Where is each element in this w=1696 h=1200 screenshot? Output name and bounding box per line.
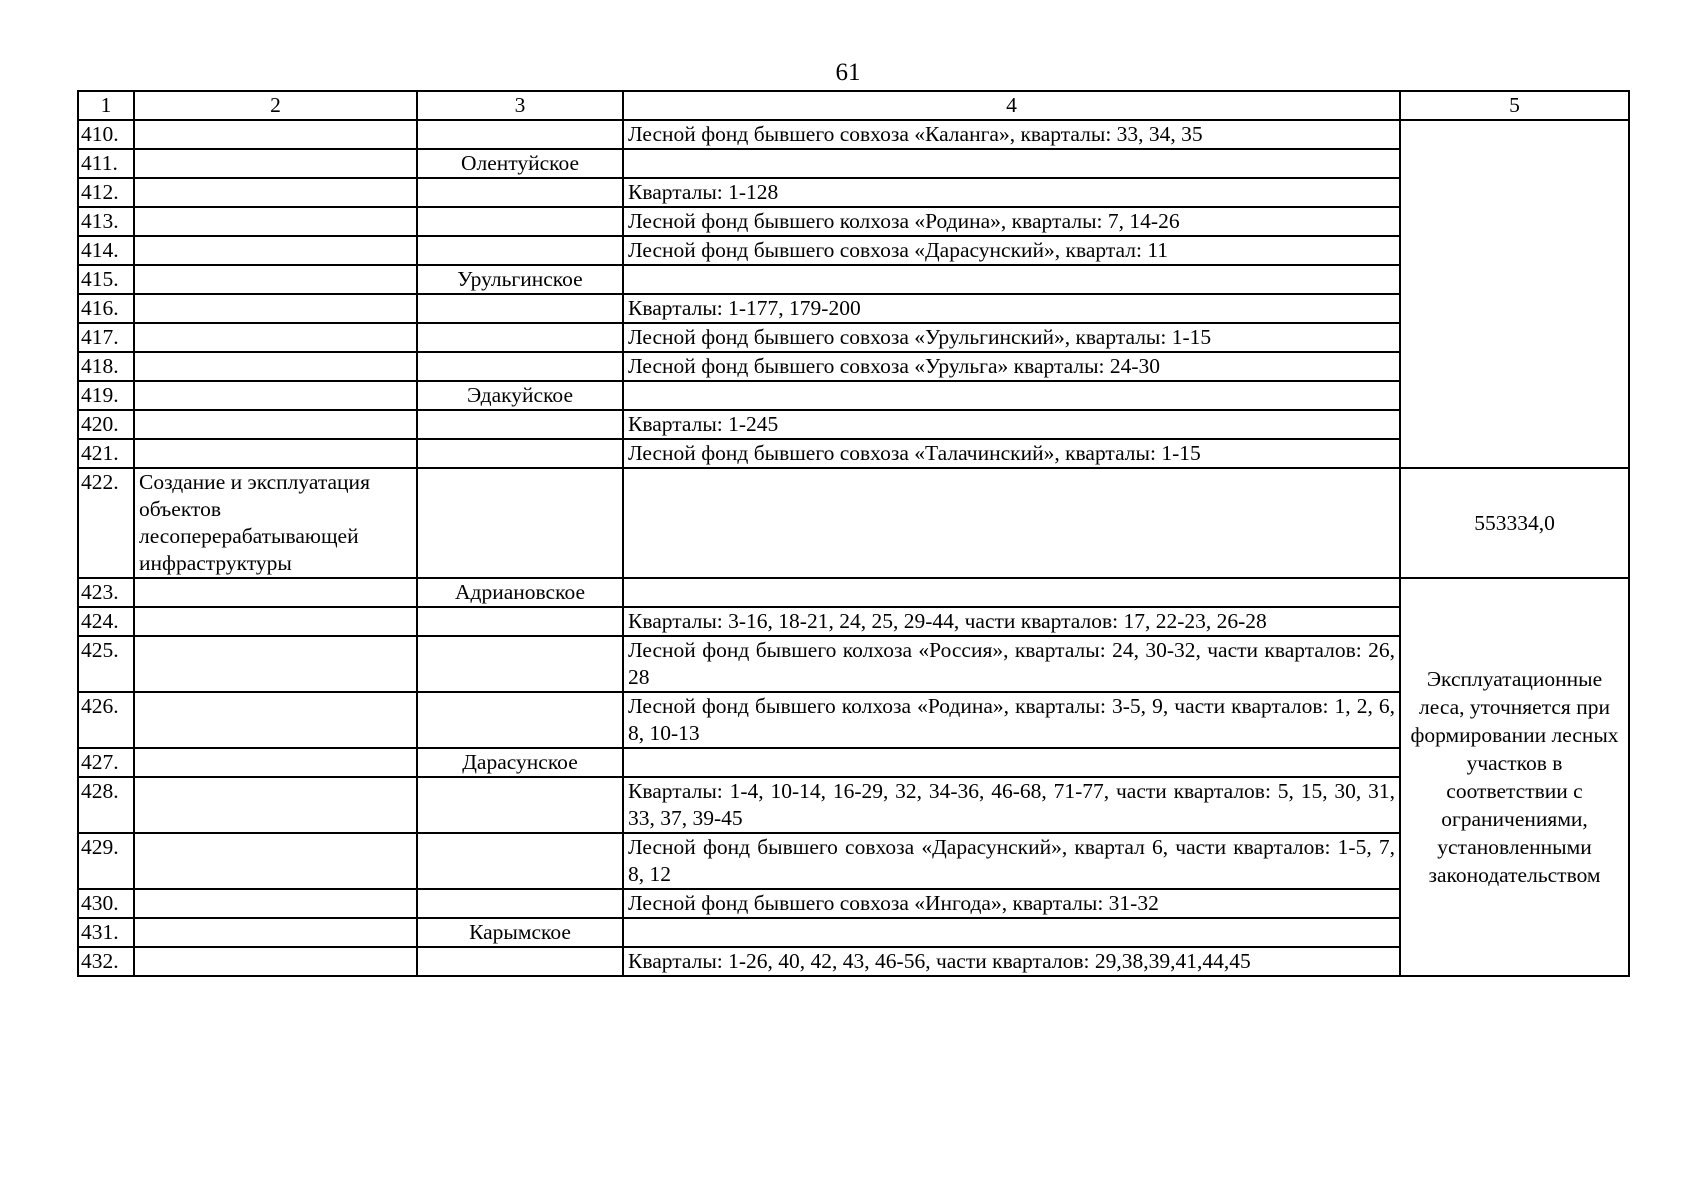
row-quarters <box>623 918 1400 947</box>
table-row <box>78 410 1629 439</box>
row-quarters: Лесной фонд бывшего совхоза «Урульгинский», кварталы: 1-15 <box>623 323 1400 352</box>
row-quarters: Лесной фонд бывшего колхоза «Родина», кварталы: 7, 14-26 <box>623 207 1400 236</box>
table-row <box>78 777 1629 833</box>
row-activity <box>134 236 417 265</box>
row-forestry-district <box>417 692 623 748</box>
row-forestry-district <box>417 120 623 149</box>
row-activity <box>134 889 417 918</box>
row-number: 423. <box>78 578 134 607</box>
row-activity <box>134 352 417 381</box>
row-number: 415. <box>78 265 134 294</box>
row-forestry-district: Олентуйское <box>417 149 623 178</box>
row-activity <box>134 439 417 468</box>
row-forest-note: Эксплуатационные леса, уточняется при формировании лесных участков в соответствии с ограничениями, установленными законодательством <box>1400 578 1629 976</box>
row-forestry-district <box>417 178 623 207</box>
header-col-3: 3 <box>417 91 623 120</box>
row-activity <box>134 323 417 352</box>
row-number: 420. <box>78 410 134 439</box>
document-table <box>77 90 1630 977</box>
row-quarters <box>623 748 1400 777</box>
header-col-5: 5 <box>1400 91 1629 120</box>
row-number: 418. <box>78 352 134 381</box>
row-forestry-district <box>417 947 623 976</box>
row-activity <box>134 947 417 976</box>
row-activity <box>134 607 417 636</box>
table-row <box>78 265 1629 294</box>
row-forestry-district <box>417 889 623 918</box>
row-forestry-district <box>417 468 623 578</box>
row-number: 422. <box>78 468 134 578</box>
row-activity: Создание и эксплуатация объектов лесоперерабатывающей инфраструктуры <box>134 468 417 578</box>
table-row <box>78 439 1629 468</box>
row-quarters: Лесной фонд бывшего колхоза «Россия», кварталы: 24, 30-32, части кварталов: 26, 28 <box>623 636 1400 692</box>
row-forestry-district <box>417 833 623 889</box>
row-number: 431. <box>78 918 134 947</box>
table-row <box>78 607 1629 636</box>
header-col-4: 4 <box>623 91 1400 120</box>
row-forestry-district <box>417 439 623 468</box>
row-forestry-district <box>417 777 623 833</box>
row-quarters <box>623 149 1400 178</box>
header-col-1: 1 <box>78 91 134 120</box>
row-quarters: Кварталы: 1-4, 10-14, 16-29, 32, 34-36, 46-68, 71-77, части кварталов: 5, 15, 30, 31, 33, 37, 39-45 <box>623 777 1400 833</box>
row-quarters: Лесной фонд бывшего совхоза «Дарасунский», квартал: 11 <box>623 236 1400 265</box>
table-row <box>78 889 1629 918</box>
row-forestry-district <box>417 636 623 692</box>
row-area-empty <box>1400 120 1629 468</box>
row-number: 432. <box>78 947 134 976</box>
row-quarters: Лесной фонд бывшего совхоза «Урульга» кварталы: 24-30 <box>623 352 1400 381</box>
row-activity <box>134 120 417 149</box>
row-forestry-district: Дарасунское <box>417 748 623 777</box>
table-row <box>78 636 1629 692</box>
row-quarters: Кварталы: 3-16, 18-21, 24, 25, 29-44, части кварталов: 17, 22-23, 26-28 <box>623 607 1400 636</box>
table-row <box>78 236 1629 265</box>
row-number: 429. <box>78 833 134 889</box>
row-forestry-district: Карымское <box>417 918 623 947</box>
row-number: 413. <box>78 207 134 236</box>
row-activity <box>134 294 417 323</box>
table-row <box>78 207 1629 236</box>
table-row <box>78 294 1629 323</box>
row-number: 414. <box>78 236 134 265</box>
row-forestry-district: Эдакуйское <box>417 381 623 410</box>
row-number: 419. <box>78 381 134 410</box>
row-activity <box>134 777 417 833</box>
table-row <box>78 578 1629 607</box>
row-number: 424. <box>78 607 134 636</box>
row-forestry-district <box>417 352 623 381</box>
row-activity <box>134 381 417 410</box>
table-row <box>78 947 1629 976</box>
row-activity <box>134 265 417 294</box>
row-forestry-district <box>417 207 623 236</box>
row-forestry-district: Адриановское <box>417 578 623 607</box>
row-number: 416. <box>78 294 134 323</box>
row-number: 428. <box>78 777 134 833</box>
row-activity <box>134 178 417 207</box>
row-number: 430. <box>78 889 134 918</box>
row-number: 417. <box>78 323 134 352</box>
page-number: 61 <box>835 59 861 86</box>
table-row <box>78 120 1629 149</box>
row-quarters: Лесной фонд бывшего колхоза «Родина», кварталы: 3-5, 9, части кварталов: 1, 2, 6, 8, 10-13 <box>623 692 1400 748</box>
row-quarters: Кварталы: 1-128 <box>623 178 1400 207</box>
row-forestry-district <box>417 323 623 352</box>
row-number: 425. <box>78 636 134 692</box>
header-col-2: 2 <box>134 91 417 120</box>
row-activity <box>134 636 417 692</box>
row-forestry-district <box>417 236 623 265</box>
table-header-row <box>78 91 1629 120</box>
row-activity <box>134 833 417 889</box>
row-quarters: Лесной фонд бывшего совхоза «Дарасунский», квартал 6, части кварталов: 1-5, 7, 8, 12 <box>623 833 1400 889</box>
row-activity <box>134 918 417 947</box>
table-row <box>78 178 1629 207</box>
row-quarters <box>623 381 1400 410</box>
table-row <box>78 381 1629 410</box>
row-quarters: Кварталы: 1-26, 40, 42, 43, 46-56, части кварталов: 29,38,39,41,44,45 <box>623 947 1400 976</box>
table-row <box>78 918 1629 947</box>
row-number: 411. <box>78 149 134 178</box>
row-quarters: Лесной фонд бывшего совхоза «Талачинский», кварталы: 1-15 <box>623 439 1400 468</box>
row-activity <box>134 692 417 748</box>
row-quarters: Лесной фонд бывшего совхоза «Каланга», кварталы: 33, 34, 35 <box>623 120 1400 149</box>
row-activity <box>134 207 417 236</box>
row-forestry-district <box>417 607 623 636</box>
table-row <box>78 692 1629 748</box>
row-quarters: Кварталы: 1-245 <box>623 410 1400 439</box>
table-row <box>78 323 1629 352</box>
row-activity <box>134 410 417 439</box>
row-number: 410. <box>78 120 134 149</box>
row-activity <box>134 578 417 607</box>
row-number: 427. <box>78 748 134 777</box>
table-row <box>78 149 1629 178</box>
row-quarters <box>623 468 1400 578</box>
table-row <box>78 352 1629 381</box>
row-forestry-district <box>417 294 623 323</box>
table-row <box>78 468 1629 578</box>
row-activity <box>134 748 417 777</box>
table-row <box>78 833 1629 889</box>
row-forestry-district: Урульгинское <box>417 265 623 294</box>
row-number: 421. <box>78 439 134 468</box>
table-row <box>78 748 1629 777</box>
row-quarters <box>623 265 1400 294</box>
row-quarters <box>623 578 1400 607</box>
row-activity <box>134 149 417 178</box>
row-number: 426. <box>78 692 134 748</box>
row-area: 553334,0 <box>1400 468 1629 578</box>
row-number: 412. <box>78 178 134 207</box>
row-quarters: Лесной фонд бывшего совхоза «Ингода», кварталы: 31-32 <box>623 889 1400 918</box>
row-forestry-district <box>417 410 623 439</box>
row-quarters: Кварталы: 1-177, 179-200 <box>623 294 1400 323</box>
